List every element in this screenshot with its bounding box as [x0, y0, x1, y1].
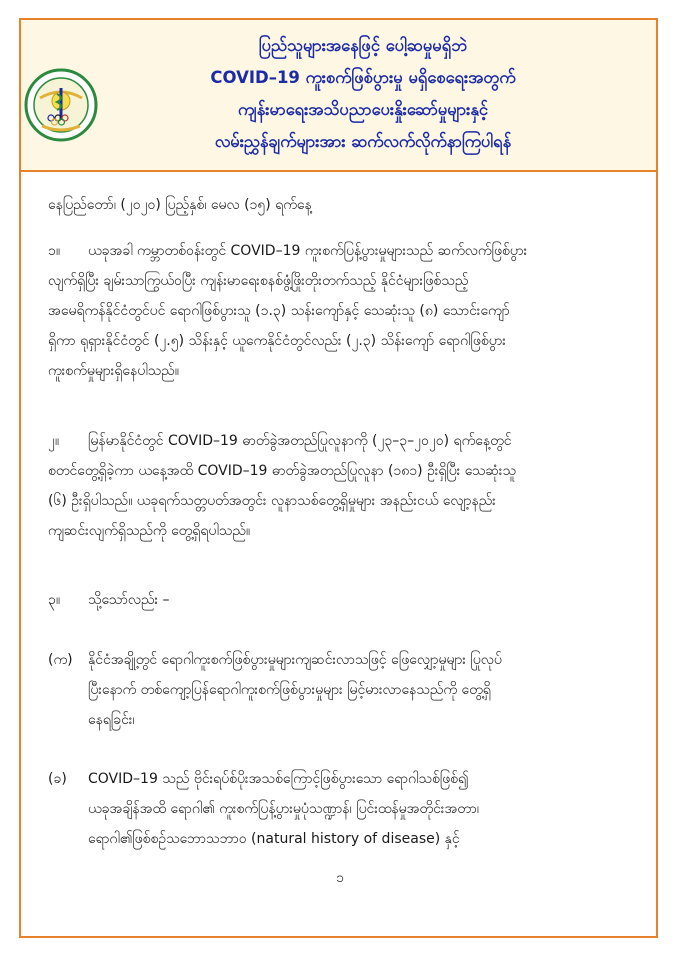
paragraph-1-line-2: လျက်ရှိပြီး ချမ်းသာကြွယ်ဝပြီး ကျန်းမာရေးစနစ်ဖွံ့ဖြိုးတိုးတက်သည့် နိုင်ငံများဖြစ်သည့် — [48, 273, 469, 289]
paragraph-1-line-4: ရှိကာ ရုရှားနိုင်ငံတွင် (၂.၅) သိန်းနှင့် ယူကေနိုင်ငံတွင်လည်း (၂.၃) သိန်းကျော် ရောဂါဖြစ်ပွား — [48, 333, 506, 349]
sub-item-ka-line-1-text: နိုင်ငံအချို့တွင် ရောဂါကူးစက်ဖြစ်ပွားမှုများကျဆင်းလာသဖြင့် ဖြေလျှော့မှုများ ပြုလုပ် — [88, 652, 502, 668]
paragraph-2-line-1-text: မြန်မာနိုင်ငံတွင် COVID–19 ဓာတ်ခွဲအတည်ပြုလူနာကို (၂၃–၃–၂၀၂၀) ရက်နေ့တွင် — [88, 433, 512, 449]
title-line-3: ကျန်းမာရေးအသိပညာပေးနှိုးဆော်မှုများနှင့် — [238, 100, 488, 119]
sub-item-ka-line-3: နေရခြင်း၊ — [88, 712, 135, 728]
paragraph-2 — [48, 426, 636, 546]
paragraph-3 — [48, 585, 636, 615]
paragraph-2-number: ၂။ — [48, 433, 60, 449]
paragraph-3-number: ၃။ — [48, 592, 61, 608]
sub-item-ka-marker: (က) — [48, 652, 73, 668]
paragraph-1-line-5: ကူးစက်မှုများရှိနေပါသည်။ — [48, 363, 179, 379]
paragraph-2-line-1 — [48, 426, 636, 456]
dateline: နေပြည်တော်၊ (၂၀၂၀) ပြည့်နှစ်၊ မေလ (၁၅) ရက်နေ့ — [48, 197, 312, 213]
sub-item-ka-line-2: ပြီးနောက် တစ်ကျော့ပြန်ရောဂါကူးစက်ဖြစ်ပွားမှုများ မြင့်မားလာနေသည်ကို တွေ့ရှိ — [88, 682, 491, 698]
sub-item-kha-line-2: ယခုအချိန်အထိ ရောဂါ၏ ကူးစက်ပြန့်ပွားမှုပုံသဏ္ဍာန်၊ ပြင်းထန်မှုအတိုင်းအတာ၊ — [88, 801, 479, 817]
sub-item-kha-line-3: ရောဂါ၏ဖြစ်စဉ်သဘောသဘာဝ (natural history of disease) နှင့် — [88, 831, 460, 847]
ministry-logo — [24, 68, 98, 142]
paragraph-3-line-1: သို့သော်လည်း – — [88, 592, 170, 608]
title-line-2: COVID–19 ကူးစက်ဖြစ်ပွားမှု မရှိစေရေးအတွက် — [210, 68, 516, 87]
sub-item-kha-line-1-text: COVID–19 သည် ဗိုင်းရပ်စ်ပိုးအသစ်ကြောင့်ဖြစ်ပွားသော ရောဂါသစ်ဖြစ်၍ — [88, 771, 469, 787]
sub-item-kha-line-1 — [48, 764, 636, 794]
sub-item-kha-marker: (ခ) — [48, 771, 67, 787]
paragraph-2-line-4: ကျဆင်းလျက်ရှိသည်ကို တွေ့ရှိရပါသည်။ — [48, 523, 251, 539]
paragraph-1-line-1 — [48, 236, 636, 266]
paragraph-2-line-3: (၆) ဦးရှိပါသည်။ ယခုရက်သတ္တပတ်အတွင်း လူနာသစ်တွေ့ရှိမှုများ အနည်းငယ် လျော့နည်း — [48, 493, 496, 509]
paragraph-1-line-3: အမေရိကန်နိုင်ငံတွင်ပင် ရောဂါဖြစ်ပွားသူ (၁.၃) သန်းကျော်နှင့် သေဆုံးသူ (၈) သောင်းကျော် — [48, 303, 510, 319]
document-title — [108, 30, 618, 158]
title-line-1: ပြည်သူများအနေဖြင့် ပေါ့ဆမှုမရှိဘဲ — [258, 36, 468, 55]
title-line-4: လမ်းညွှန်ချက်များအား ဆက်လက်လိုက်နာကြပါရန် — [214, 132, 512, 151]
sub-item-ka-line-1 — [48, 645, 636, 675]
sub-item-kha — [48, 764, 636, 854]
paragraph-1 — [48, 236, 636, 386]
sub-item-ka — [48, 645, 636, 735]
paragraph-1-number: ၁။ — [48, 243, 61, 259]
paragraph-1-line-1-text: ယခုအခါ ကမ္ဘာတစ်ဝန်းတွင် COVID–19 ကူးစက်ပြန့်ပွားမှုများသည် ဆက်လက်ဖြစ်ပွား — [88, 243, 528, 259]
page-number: ၁ — [336, 870, 344, 886]
paragraph-2-line-2: စတင်တွေ့ရှိခဲ့ကာ ယနေ့အထိ COVID–19 ဓာတ်ခွဲအတည်ပြုလူနာ (၁၈၁) ဦးရှိပြီး သေဆုံးသူ — [48, 463, 517, 479]
header-divider — [21, 170, 656, 172]
